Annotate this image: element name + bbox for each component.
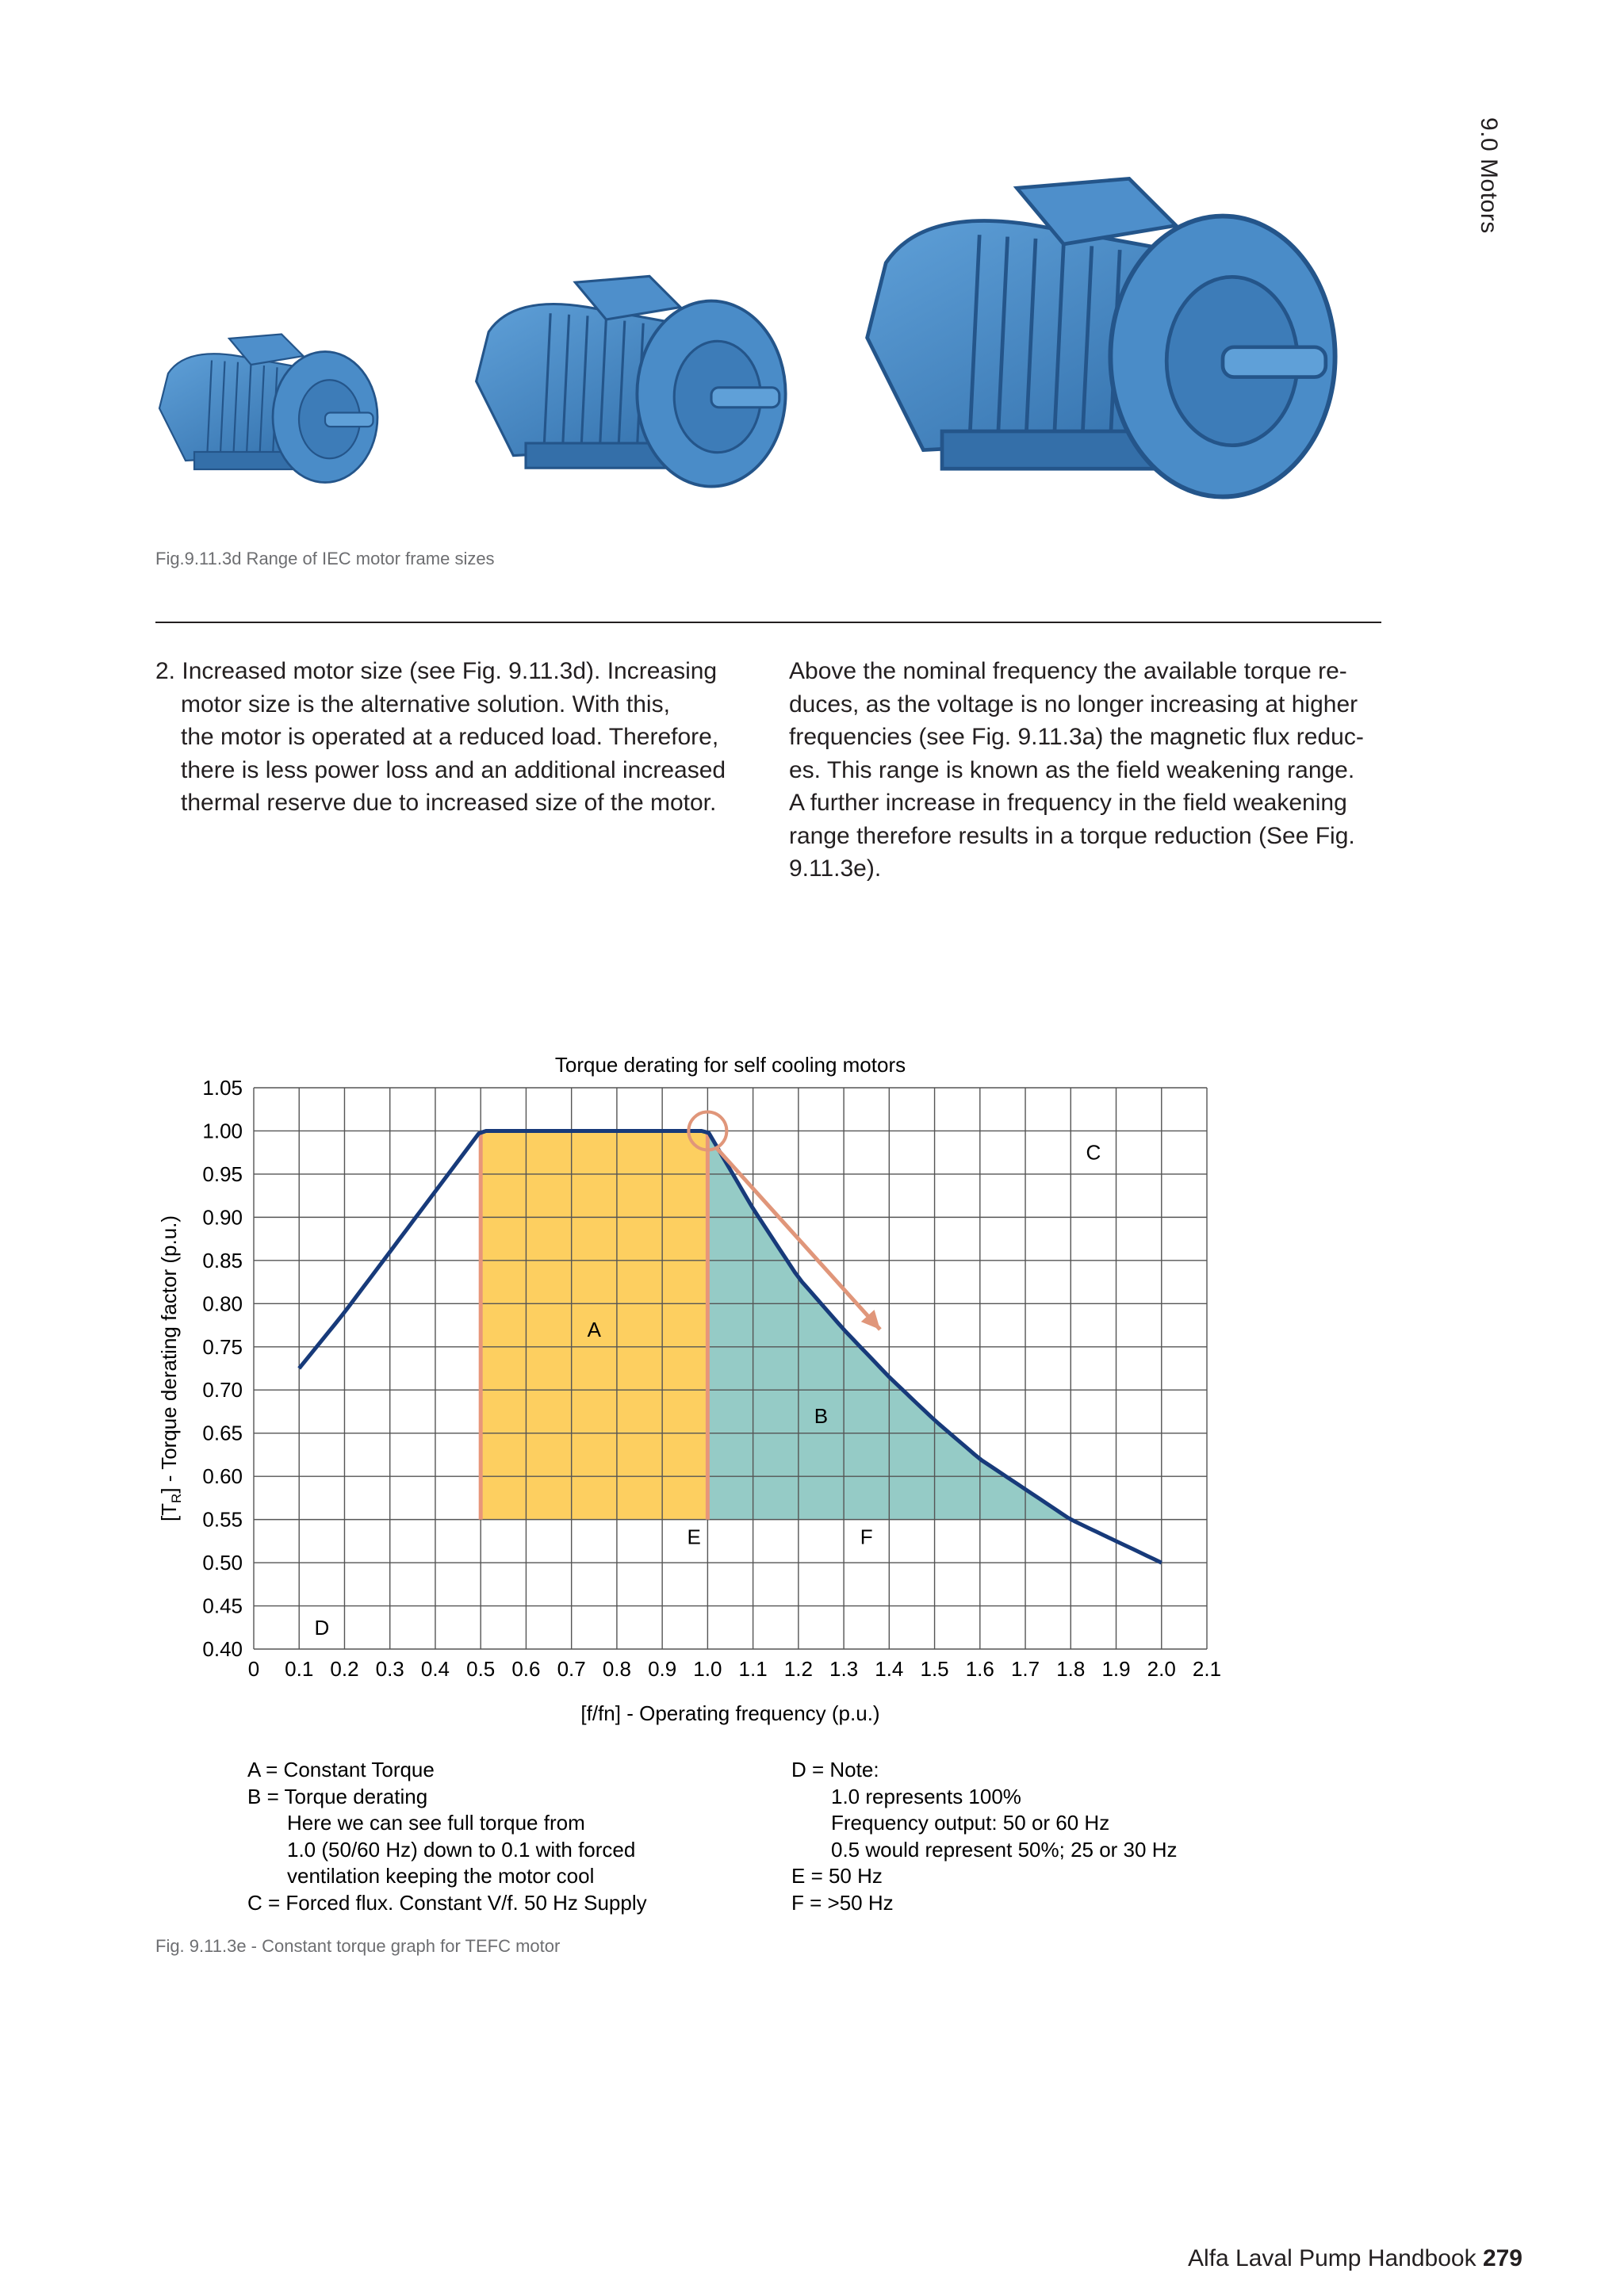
- left-line: 2. Increased motor size (see Fig. 9.11.3d). Increasing: [155, 658, 718, 684]
- x-tick-label: 0.8: [602, 1657, 631, 1681]
- region-label: F: [860, 1525, 873, 1549]
- x-tick-label: 1.2: [783, 1657, 813, 1681]
- x-tick-label: 1.1: [738, 1657, 768, 1681]
- y-tick-label: 0.90: [202, 1205, 243, 1230]
- x-tick-label: 0.5: [466, 1657, 496, 1681]
- x-tick-label: 0.1: [285, 1657, 314, 1681]
- torque-derating-chart: [143, 1031, 1253, 1744]
- left-line: thermal reserve due to increased size of the motor.: [181, 790, 717, 816]
- figure-caption-motor-range: Fig.9.11.3d Range of IEC motor frame sizes: [155, 549, 495, 568]
- y-tick-label: 0.95: [202, 1161, 243, 1186]
- x-tick-label: 1.8: [1056, 1657, 1086, 1681]
- left-line: the motor is operated at a reduced load. Therefore,: [181, 724, 719, 750]
- y-tick-label: 0.45: [202, 1594, 243, 1618]
- right-line: A further increase in frequency in the field weakening: [789, 790, 1347, 816]
- y-axis-label-part: ] - Torque derating factor (p.u.): [157, 1215, 181, 1494]
- chart-title: Torque derating for self cooling motors: [554, 1053, 906, 1077]
- legend-line: B = Torque derating: [247, 1784, 428, 1808]
- region-label: B: [814, 1403, 829, 1428]
- x-tick-label: 1.9: [1101, 1657, 1131, 1681]
- legend-line: E = 50 Hz: [791, 1864, 883, 1888]
- x-tick-label: 0.6: [511, 1657, 541, 1681]
- page-footer: [1188, 2245, 1522, 2272]
- large-motor: [868, 178, 1335, 496]
- figure-caption-torque-graph: Fig. 9.11.3e - Constant torque graph for TEFC motor: [155, 1936, 561, 1956]
- y-tick-label: 0.60: [202, 1464, 243, 1489]
- y-tick-label: 0.55: [202, 1507, 243, 1532]
- section-tab: 9.0 Motors: [1476, 117, 1502, 234]
- y-tick-label: 0.40: [202, 1637, 243, 1661]
- section-divider: [155, 622, 1381, 623]
- legend-line: F = >50 Hz: [791, 1890, 894, 1915]
- legend-line: C = Forced flux. Constant V/f. 50 Hz Supply: [247, 1890, 647, 1915]
- right-line: Above the nominal frequency the available torque re-: [789, 658, 1347, 684]
- x-tick-label: 1.5: [920, 1657, 949, 1681]
- right-column: [789, 655, 1392, 886]
- y-tick-label: 0.80: [202, 1292, 243, 1316]
- x-tick-label: 2.0: [1147, 1657, 1176, 1681]
- right-line: frequencies (see Fig. 9.11.3a) the magnetic flux reduc-: [789, 724, 1364, 750]
- left-line: motor size is the alternative solution. With this,: [181, 691, 670, 718]
- y-tick-label: 1.05: [202, 1076, 243, 1100]
- y-axis-label-part: [T: [157, 1502, 181, 1522]
- legend-line: 0.5 would represent 50%; 25 or 30 Hz: [831, 1837, 1178, 1862]
- x-tick-label: 2.1: [1192, 1657, 1222, 1681]
- region-label: E: [687, 1525, 701, 1549]
- legend-line: 1.0 (50/60 Hz) down to 0.1 with forced: [287, 1837, 636, 1862]
- x-tick-label: 1.6: [965, 1657, 994, 1681]
- y-tick-label: 0.75: [202, 1334, 243, 1359]
- chart-legend-left: [247, 1757, 647, 1916]
- y-tick-label: 0.65: [202, 1421, 243, 1445]
- right-line: range therefore results in a torque reduction (See Fig.: [789, 822, 1355, 849]
- y-tick-label: 0.85: [202, 1248, 243, 1272]
- y-axis-label: [157, 1215, 184, 1521]
- x-axis-label: [f/fn] - Operating frequency (p.u.): [580, 1701, 880, 1725]
- x-tick-label: 0.2: [330, 1657, 359, 1681]
- region-label: D: [314, 1615, 330, 1640]
- y-tick-label: 0.50: [202, 1551, 243, 1575]
- region-label: C: [1086, 1140, 1101, 1165]
- book-title: Alfa Laval Pump Handbook: [1188, 2245, 1477, 2271]
- legend-line: Frequency output: 50 or 60 Hz: [831, 1811, 1110, 1835]
- left-column: [155, 655, 758, 820]
- x-tick-label: 0: [247, 1657, 260, 1681]
- legend-line: ventilation keeping the motor cool: [287, 1864, 595, 1888]
- legend-line: 1.0 represents 100%: [831, 1784, 1021, 1808]
- x-tick-label: 0.4: [420, 1657, 450, 1681]
- chart-legend-right: [791, 1757, 1177, 1916]
- x-tick-label: 0.7: [557, 1657, 586, 1681]
- motor-range-illustration: [151, 151, 1356, 555]
- y-axis-label-subscript: R: [169, 1493, 184, 1503]
- x-tick-label: 1.4: [875, 1657, 904, 1681]
- right-line: es. This range is known as the field weakening range.: [789, 756, 1355, 783]
- left-line: there is less power loss and an additional increased: [181, 756, 726, 783]
- y-tick-label: 1.00: [202, 1119, 243, 1143]
- x-tick-label: 1.7: [1010, 1657, 1040, 1681]
- x-tick-label: 0.3: [375, 1657, 404, 1681]
- legend-line: A = Constant Torque: [247, 1758, 435, 1781]
- x-tick-label: 1.3: [829, 1657, 859, 1681]
- legend-line: Here we can see full torque from: [287, 1811, 585, 1835]
- right-line: duces, as the voltage is no longer increasing at higher: [789, 691, 1358, 718]
- small-motor: [159, 335, 377, 483]
- page-number: 279: [1482, 2245, 1522, 2271]
- x-tick-label: 1.0: [693, 1657, 722, 1681]
- x-tick-label: 0.9: [648, 1657, 677, 1681]
- region-label: A: [587, 1317, 601, 1341]
- right-line: 9.11.3e).: [789, 855, 882, 882]
- y-tick-label: 0.70: [202, 1378, 243, 1402]
- medium-motor: [477, 276, 786, 486]
- legend-line: D = Note:: [791, 1758, 879, 1781]
